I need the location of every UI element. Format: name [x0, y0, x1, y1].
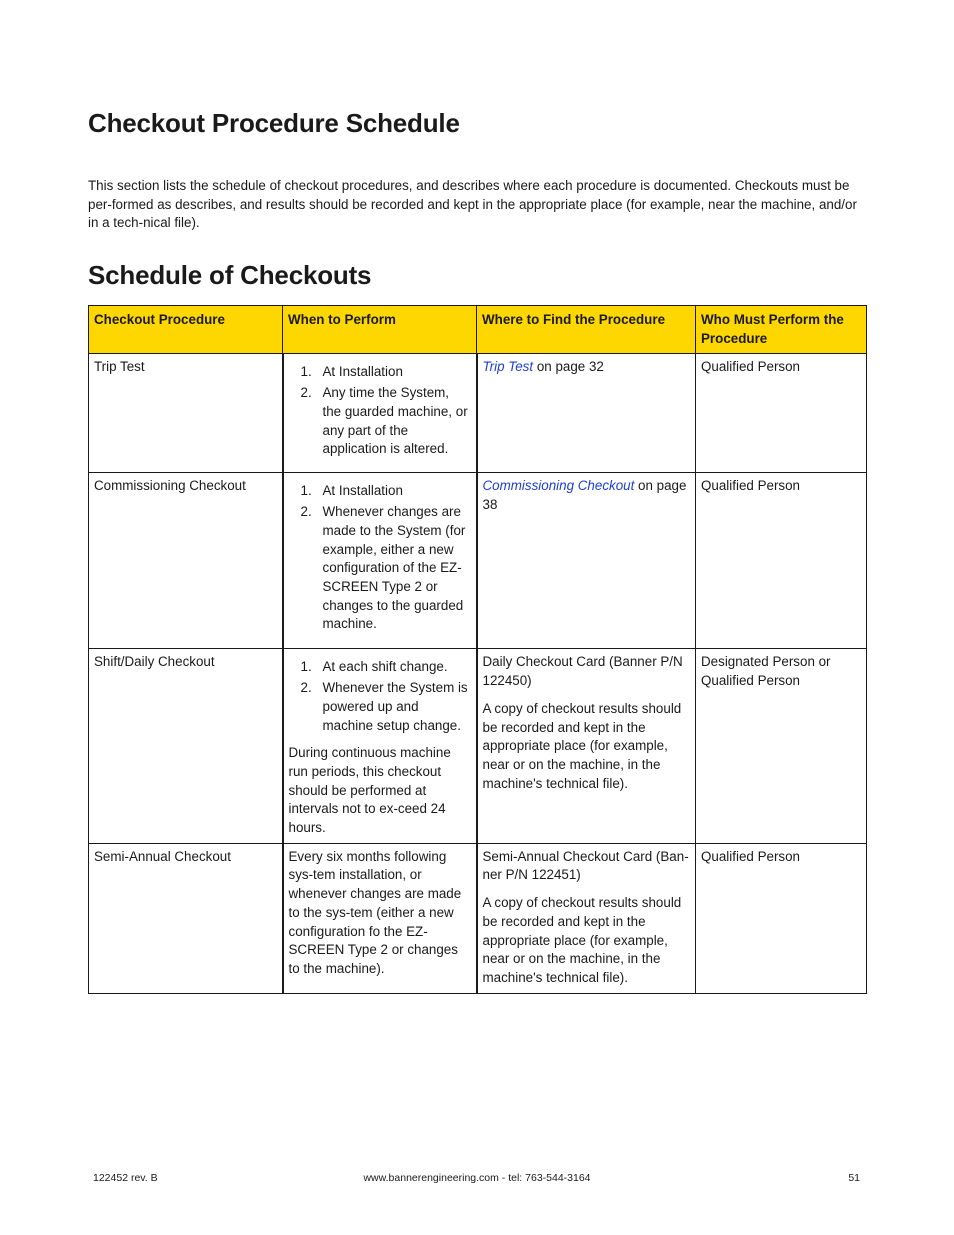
- list-item-text: Whenever changes are made to the System (for example, either a new configuration of the EZ-SCREEN Type 2 or changes to the guarded machine.: [322, 504, 466, 632]
- cell-who-must-perform: Qualified Person: [696, 473, 867, 649]
- cell-checkout-procedure: Shift/Daily Checkout: [89, 649, 283, 843]
- where-reference: [483, 477, 691, 514]
- where-text: Daily Checkout Card (Banner P/N 122450): [482, 654, 683, 689]
- list-item-text: At each shift change.: [322, 659, 448, 675]
- where-reference: [483, 653, 691, 690]
- list-item: [289, 503, 471, 634]
- cell-when-to-perform: [283, 473, 477, 649]
- list-item-text: At Installation: [322, 483, 403, 499]
- list-item-text: Any time the System, the guarded machine, or any part of the application is altered.: [322, 385, 468, 457]
- list-item-number: 1.: [300, 659, 312, 675]
- list-item-text: At Installation: [322, 364, 403, 380]
- when-steps-list: [289, 482, 471, 634]
- list-item-number: 1.: [300, 364, 312, 380]
- cell-where-to-find: [477, 473, 696, 649]
- where-text: Semi-Annual Checkout Card (Ban-ner P/N 122451): [482, 848, 689, 883]
- procedure-link[interactable]: Trip Test: [482, 359, 534, 375]
- table-row: [89, 843, 867, 993]
- list-item: [289, 658, 471, 677]
- cell-checkout-procedure: Trip Test: [89, 354, 283, 473]
- cell-where-to-find: [477, 843, 696, 993]
- header-checkout-procedure: Checkout Procedure: [89, 306, 283, 354]
- cell-when-to-perform: [283, 354, 477, 473]
- when-note: Every six months following sys-tem installation, or whenever changes are made to the sys-tem (either a new configuration fo the EZ-SCREEN Type 2 or changes to the machine).: [288, 848, 462, 976]
- intro-paragraph: This section lists the schedule of checkout procedures, and describes where each procedure is documented. Checkouts must be per-formed as describes, and results should be recorded and kept in the appropriate place (for example, near the machine, and/or in a tech-nical file).: [88, 178, 857, 231]
- cell-who-must-perform: Qualified Person: [696, 843, 867, 993]
- table-row: [89, 649, 867, 843]
- table-header-row: [89, 306, 867, 354]
- list-item-number: 2.: [300, 680, 312, 696]
- list-item: [289, 679, 471, 735]
- table-row: [89, 473, 867, 649]
- where-note: A copy of checkout results should be recorded and kept in the appropriate place (for example, near or on the machine, in the machine's technical file).: [482, 700, 682, 791]
- header-who-must-perform: Who Must Perform the Procedure: [696, 306, 867, 354]
- checkout-schedule-table: [88, 305, 867, 994]
- where-reference: [483, 358, 691, 377]
- cell-checkout-procedure: Commissioning Checkout: [89, 473, 283, 649]
- header-when-to-perform: When to Perform: [283, 306, 477, 354]
- cell-when-to-perform: [283, 649, 477, 843]
- header-where-to-find: Where to Find the Procedure: [477, 306, 696, 354]
- footer-contact: www.bannerengineering.com - tel: 763-544-3164: [363, 1172, 591, 1184]
- when-steps-list: [289, 363, 471, 459]
- table-body: [89, 354, 867, 993]
- where-note: A copy of checkout results should be recorded and kept in the appropriate place (for example, near or on the machine, in the machine's technical file).: [482, 895, 682, 985]
- list-item: [289, 384, 471, 459]
- where-text: on page 38: [482, 478, 687, 513]
- list-item-number: 2.: [300, 504, 312, 520]
- table-row: [89, 354, 867, 473]
- page-title: Checkout Procedure Schedule: [88, 108, 460, 138]
- list-item: [289, 482, 471, 501]
- list-item-number: 2.: [300, 385, 312, 401]
- cell-checkout-procedure: Semi-Annual Checkout: [89, 843, 283, 993]
- cell-who-must-perform: Qualified Person: [696, 354, 867, 473]
- list-item-number: 1.: [300, 483, 312, 499]
- when-note: During continuous machine run periods, this checkout should be performed at intervals not to ex-ceed 24 hours.: [288, 745, 451, 836]
- list-item: [289, 363, 471, 382]
- procedure-link[interactable]: Commissioning Checkout: [482, 478, 635, 494]
- when-steps-list: [289, 658, 471, 735]
- section-title: Schedule of Checkouts: [88, 260, 372, 290]
- cell-where-to-find: [477, 354, 696, 473]
- where-text: on page 32: [533, 359, 604, 375]
- cell-where-to-find: [477, 649, 696, 843]
- footer-page-number: 51: [848, 1172, 860, 1184]
- cell-when-to-perform: [283, 843, 477, 993]
- where-reference: [483, 848, 691, 885]
- list-item-text: Whenever the System is powered up and machine setup change.: [322, 680, 468, 733]
- cell-who-must-perform: Designated Person or Qualified Person: [696, 649, 867, 843]
- footer-doc-number: 122452 rev. B: [93, 1172, 158, 1184]
